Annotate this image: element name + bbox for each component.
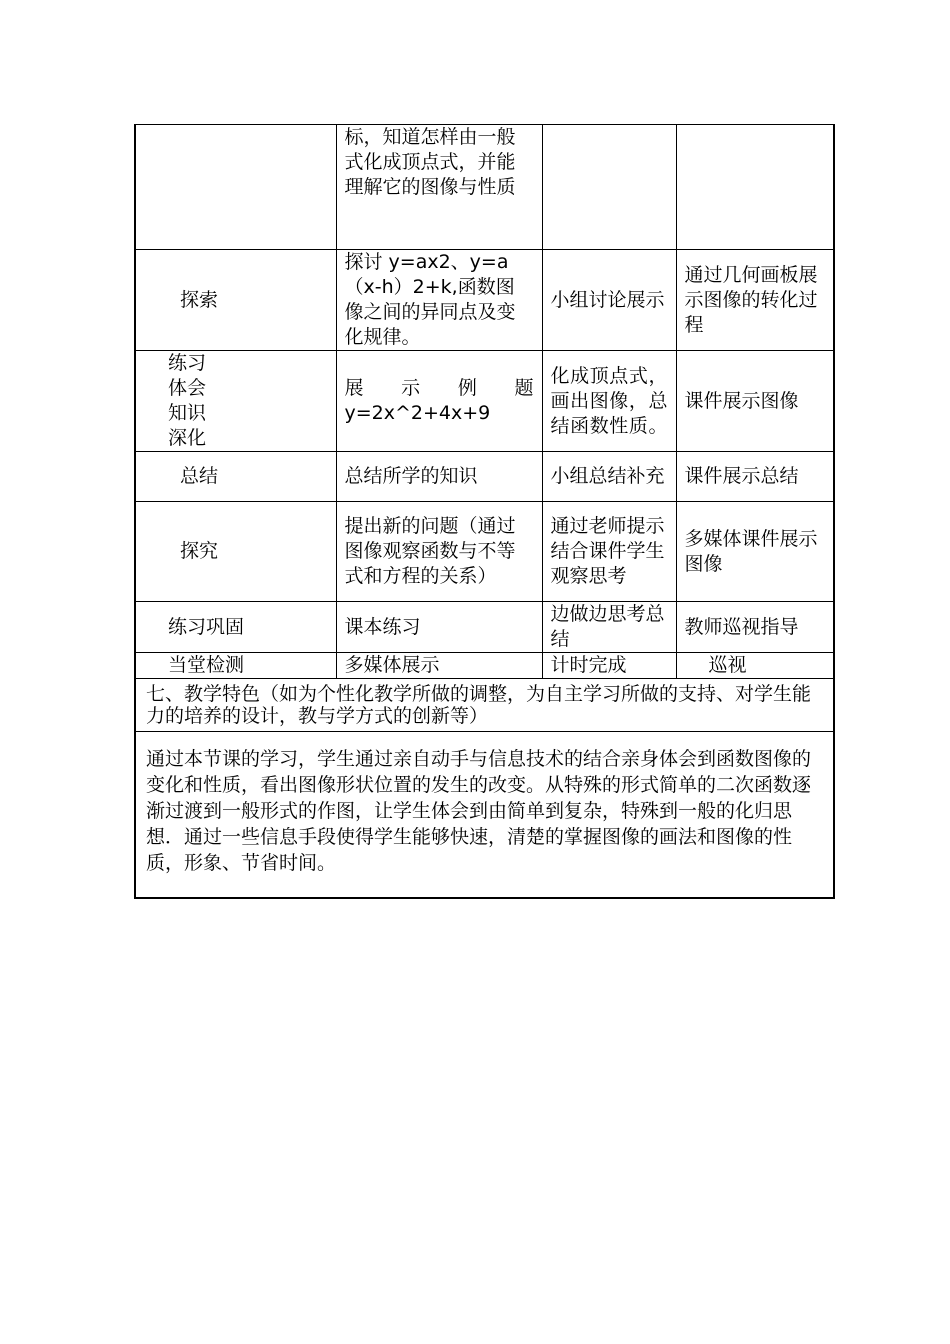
student-activity-cell: 化成顶点式，画出图像，总结函数性质。 xyxy=(542,351,676,452)
design-intent-cell: 巡视 xyxy=(676,653,834,679)
table-row xyxy=(135,679,834,732)
table-row xyxy=(135,653,834,679)
teacher-activity-cell: 标，知道怎样由一般式化成顶点式，并能理解它的图像与性质 xyxy=(336,125,542,250)
teacher-activity-cell: 提出新的问题（通过图像观察函数与不等式和方程的关系） xyxy=(336,502,542,602)
table-row xyxy=(135,502,834,602)
table-row xyxy=(135,732,834,898)
teacher-activity-cell: 探讨 y=ax2、y=a（x-h）2+k,函数图像之间的异同点及变化规律。 xyxy=(336,250,542,351)
stage-cell: 当堂检测 xyxy=(135,653,336,679)
teacher-activity-cell: 课本练习 xyxy=(336,602,542,653)
student-activity-cell: 计时完成 xyxy=(542,653,676,679)
stage-cell: 练习体会知识深化 xyxy=(135,351,336,452)
stage-cell: 探索 xyxy=(135,250,336,351)
teacher-activity-cell: 多媒体展示 xyxy=(336,653,542,679)
design-intent-cell: 教师巡视指导 xyxy=(676,602,834,653)
table-row xyxy=(135,250,834,351)
stage-cell: 探究 xyxy=(135,502,336,602)
teacher-activity-cell: 展示例题 y=2x^2+4x+9 xyxy=(336,351,542,452)
design-intent-cell: 多媒体课件展示图像 xyxy=(676,502,834,602)
stage-cell: 总结 xyxy=(135,452,336,502)
design-intent-cell: 课件展示总结 xyxy=(676,452,834,502)
table-row xyxy=(135,351,834,452)
student-activity-cell: 通过老师提示结合课件学生观察思考 xyxy=(542,502,676,602)
student-activity-cell: 小组总结补充 xyxy=(542,452,676,502)
stage-cell: 练习巩固 xyxy=(135,602,336,653)
section-body: 通过本节课的学习，学生通过亲自动手与信息技术的结合亲身体会到函数图像的变化和性质，看出图像形状位置的发生的改变。从特殊的形式简单的二次函数逐渐过渡到一般形式的作图，让学生体会到由简单到复杂，特殊到一般的化归思想．通过一些信息手段使得学生能够快速，清楚的掌握图像的画法和图像的性质，形象、节省时间。 xyxy=(135,732,834,898)
lesson-plan-table xyxy=(134,124,835,899)
teacher-activity-cell: 总结所学的知识 xyxy=(336,452,542,502)
table-row xyxy=(135,125,834,250)
design-intent-cell: 课件展示图像 xyxy=(676,351,834,452)
table-row xyxy=(135,452,834,502)
stage-cell xyxy=(135,125,336,250)
student-activity-cell: 小组讨论展示 xyxy=(542,250,676,351)
table-row xyxy=(135,602,834,653)
student-activity-cell: 边做边思考总结 xyxy=(542,602,676,653)
student-activity-cell xyxy=(542,125,676,250)
design-intent-cell: 通过几何画板展示图像的转化过程 xyxy=(676,250,834,351)
section-heading: 七、教学特色（如为个性化教学所做的调整，为自主学习所做的支持、对学生能力的培养的设计，教与学方式的创新等） xyxy=(135,679,834,732)
design-intent-cell xyxy=(676,125,834,250)
